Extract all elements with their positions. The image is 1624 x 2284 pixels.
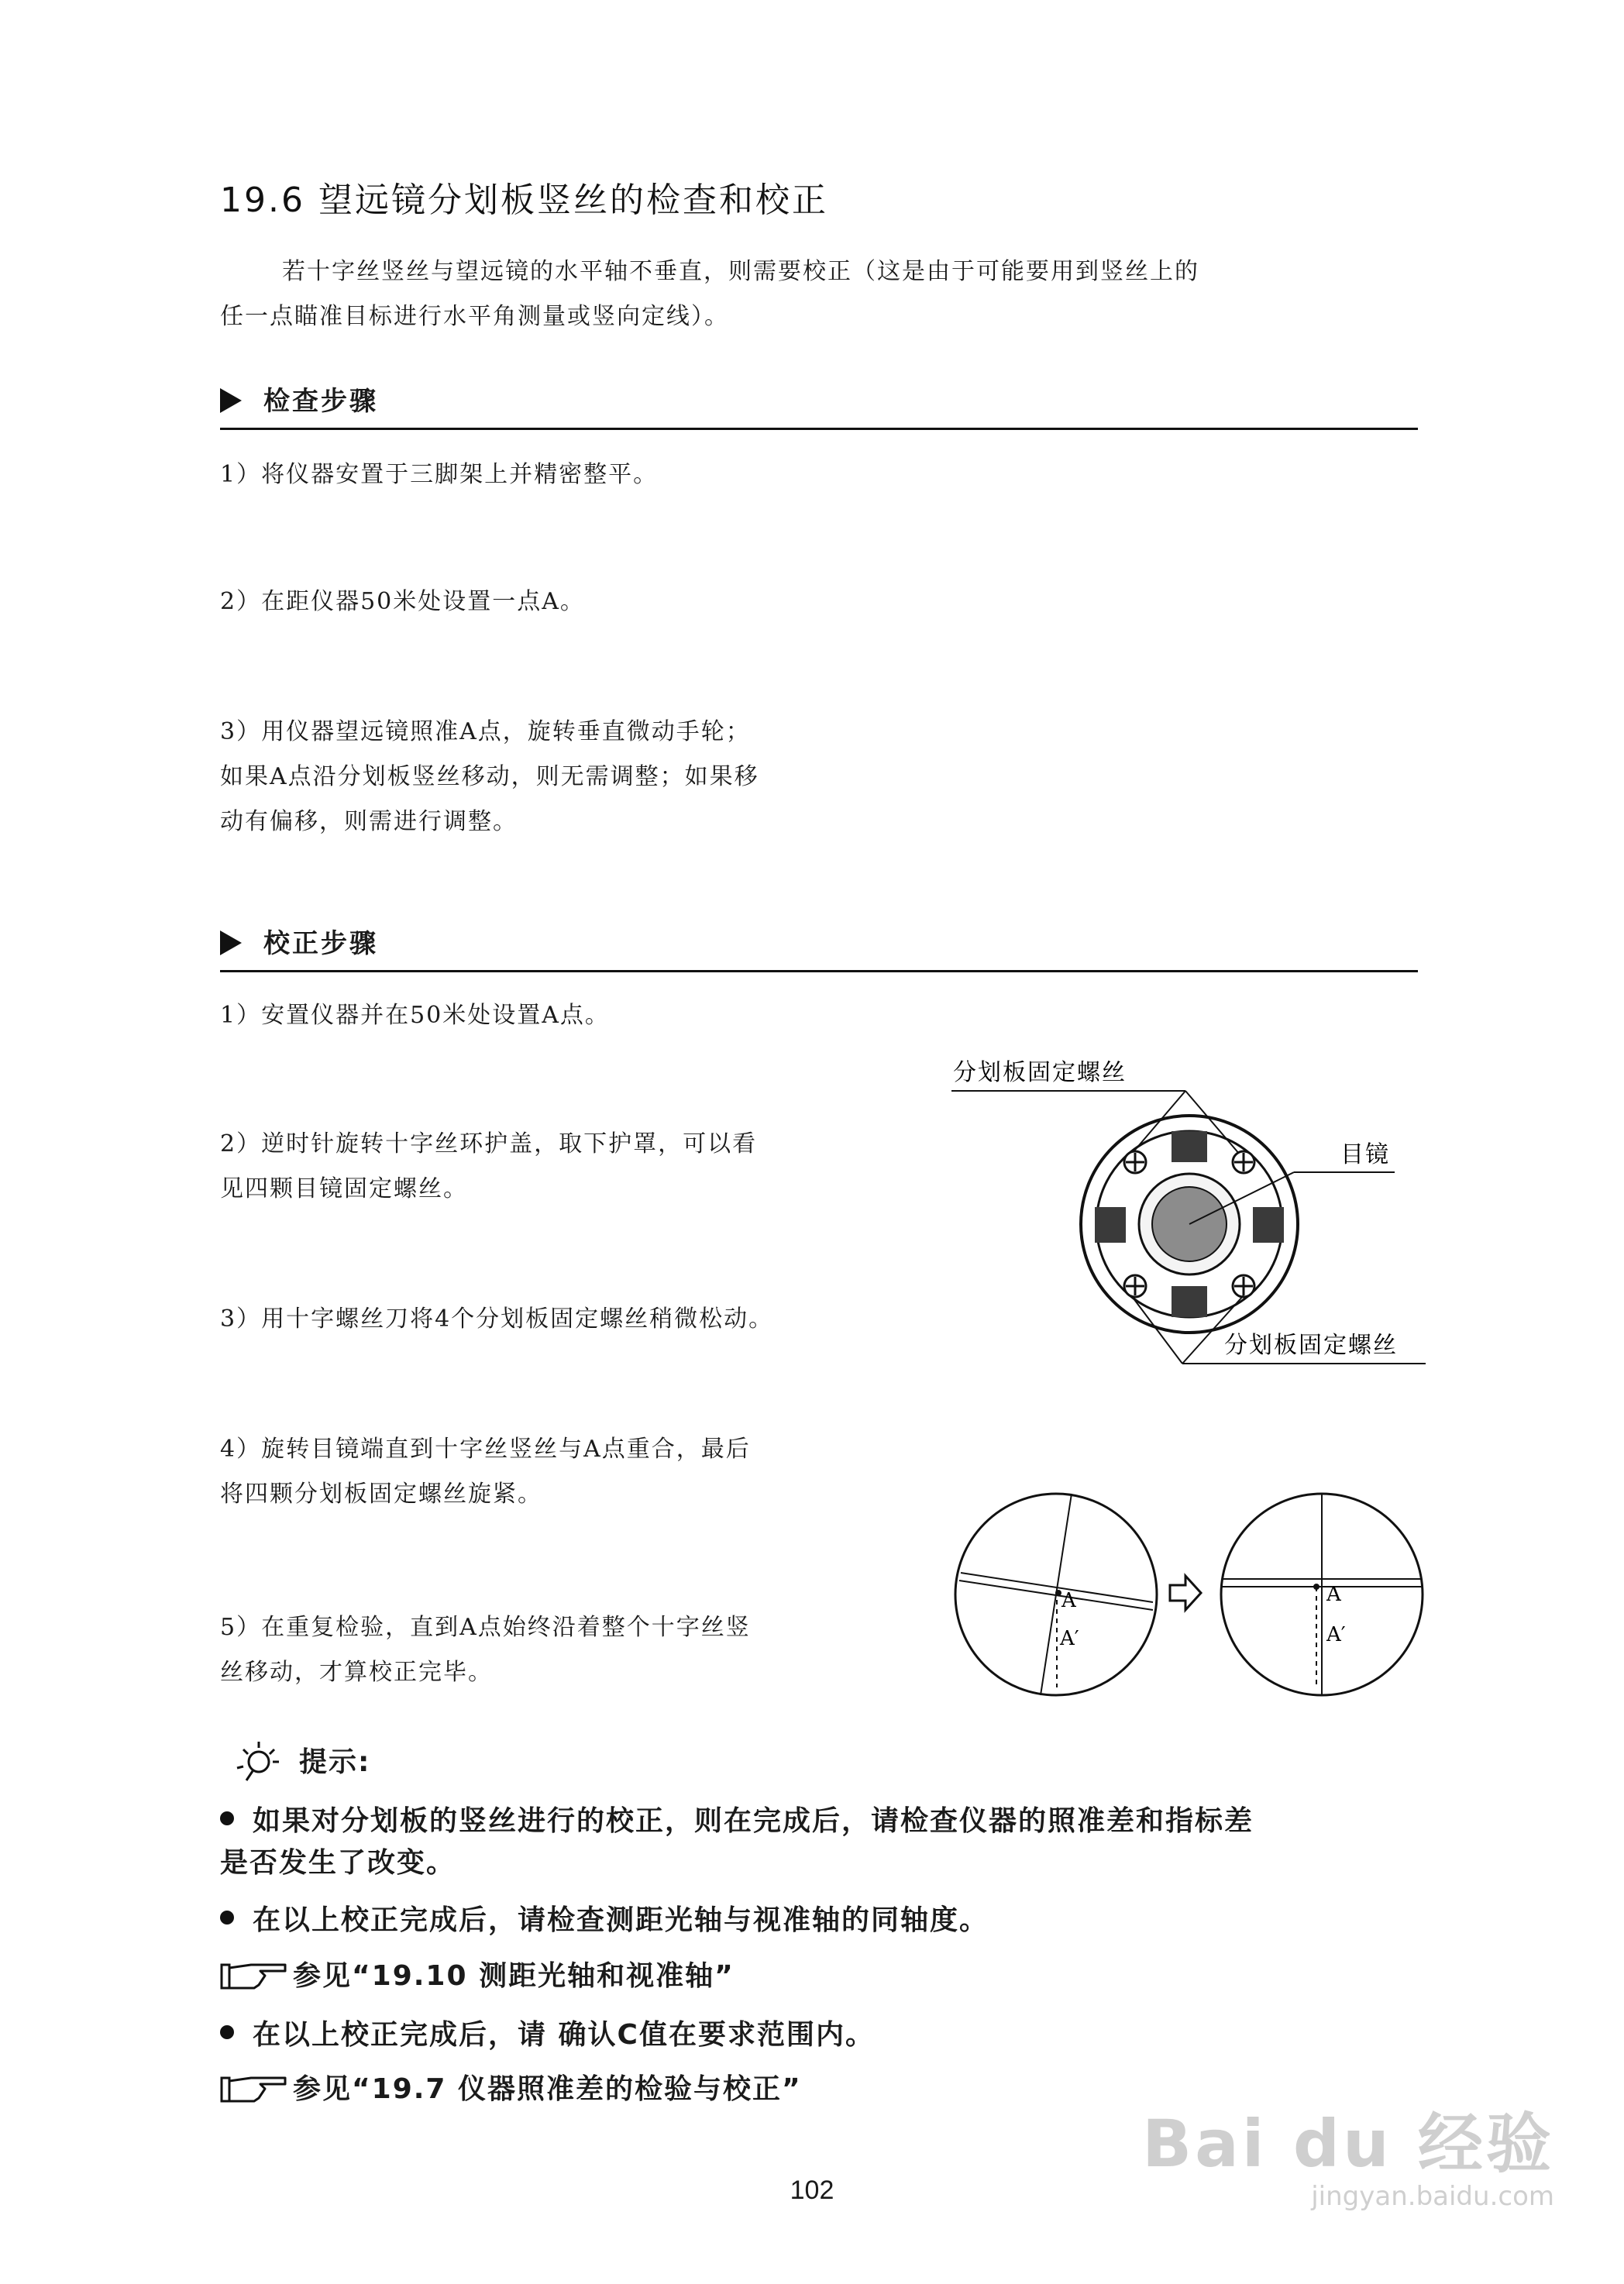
adjust-step-5 [220,1605,902,1695]
step-line: 动有偏移，则需进行调整。 [220,808,518,835]
point-a-label: A [1326,1583,1341,1606]
lightbulb-icon [236,1735,290,1785]
step-line: 见四颗目镜固定螺丝。 [220,1175,468,1202]
right-arrow-icon [1170,1576,1201,1610]
reticle-screw-label-bottom: 分划板固定螺丝 [1224,1332,1398,1359]
tip-item: 如果对分划板的竖丝进行的校正，则在完成后，请检查仪器的照准差和指标差 [220,1799,1254,1839]
cover-block [1253,1207,1284,1243]
bullet-icon [220,1811,234,1825]
step-line: 5）在重复检验，直到A点始终沿着整个十字丝竖 [220,1614,751,1641]
tips-block [220,1735,1444,2138]
intro-line: 任一点瞄准目标进行水平角测量或竖向定线）。 [220,303,729,330]
tips-heading: 提示: [299,1746,371,1778]
screw-icon [1233,1275,1254,1297]
page-number: 102 [790,2176,834,2205]
step-line: 2）逆时针旋转十字丝环护盖，取下护罩，可以看 [220,1130,758,1157]
bullet-icon [220,1911,234,1925]
tip-item: 在以上校正完成后，请检查测距光轴与视准轴的同轴度。 [220,1898,989,1938]
point-a-label: A [1061,1589,1076,1612]
step-line: 1）将仪器安置于三脚架上并精密整平。 [220,461,659,488]
adjust-heading-label: 校正步骤 [263,928,378,959]
adjust-step-3 [220,1297,902,1342]
tips-header [236,1735,370,1785]
cover-block [1095,1207,1126,1243]
adjust-step-1 [220,993,902,1038]
step-line: 将四颗分划板固定螺丝旋紧。 [220,1481,542,1508]
adjust-heading [220,922,1418,972]
triangle-bullet-icon [220,388,242,413]
watermark-logo [1142,2092,1554,2212]
eyepiece-label: 目镜 [1340,1141,1390,1168]
screw-icon [1233,1151,1254,1173]
point-a-prime-label: A′ [1060,1627,1079,1650]
step-line: 4）旋转目镜端直到十字丝竖丝与A点重合，最后 [220,1436,751,1463]
cover-block [1172,1131,1207,1162]
triangle-bullet-icon [220,930,242,955]
tip-item-continued: 是否发生了改变。 [220,1847,456,1879]
intro-line: 若十字丝竖丝与望远镜的水平轴不垂直，则需要校正（这是由于可能要用到竖丝上的 [282,258,1199,285]
screw-icon [1124,1275,1146,1297]
intro-paragraph [220,249,1429,339]
step-line: 2）在距仪器50米处设置一点A。 [220,588,585,615]
tip-item: 在以上校正完成后，请 确认C值在要求范围内。 [220,2013,875,2052]
step-line: 丝移动，才算校正完毕。 [220,1659,493,1686]
check-heading [220,380,1418,430]
reference-link[interactable]: 参见“19.7 仪器照准差的检验与校正” [220,2067,802,2107]
check-step-3 [220,710,902,844]
pointing-hand-icon [220,1960,288,1991]
reference-link[interactable]: 参见“19.10 测距光轴和视准轴” [220,1954,735,1993]
cover-block [1172,1286,1207,1317]
screw-icon [1124,1151,1146,1173]
step-line: 1）安置仪器并在50米处设置A点。 [220,1002,610,1029]
adjust-step-2 [220,1122,902,1212]
step-line: 3）用十字螺丝刀将4个分划板固定螺丝稍微松动。 [220,1305,774,1333]
eyepiece-screw-diagram [930,1054,1441,1379]
check-step-1 [220,452,902,497]
bullet-icon [220,2025,234,2039]
pointing-hand-icon [220,2073,288,2104]
adjust-step-4 [220,1427,902,1517]
step-line: 3）用仪器望远镜照准A点，旋转垂直微动手轮； [220,718,751,745]
step-line: 如果A点沿分划板竖丝移动，则无需调整；如果移 [220,763,759,790]
watermark-sub: jingyan.baidu.com [1311,2181,1554,2212]
watermark-main: Bai du 经验 [1142,2106,1554,2182]
page-title: 19.6 望远镜分划板竖丝的检查和校正 [220,181,828,220]
reticle-alignment-diagram [951,1486,1447,1708]
check-heading-label: 检查步骤 [263,386,378,417]
point-a-prime-label: A′ [1326,1623,1346,1646]
check-step-2 [220,580,902,624]
reticle-screw-label-top: 分划板固定螺丝 [953,1059,1127,1086]
